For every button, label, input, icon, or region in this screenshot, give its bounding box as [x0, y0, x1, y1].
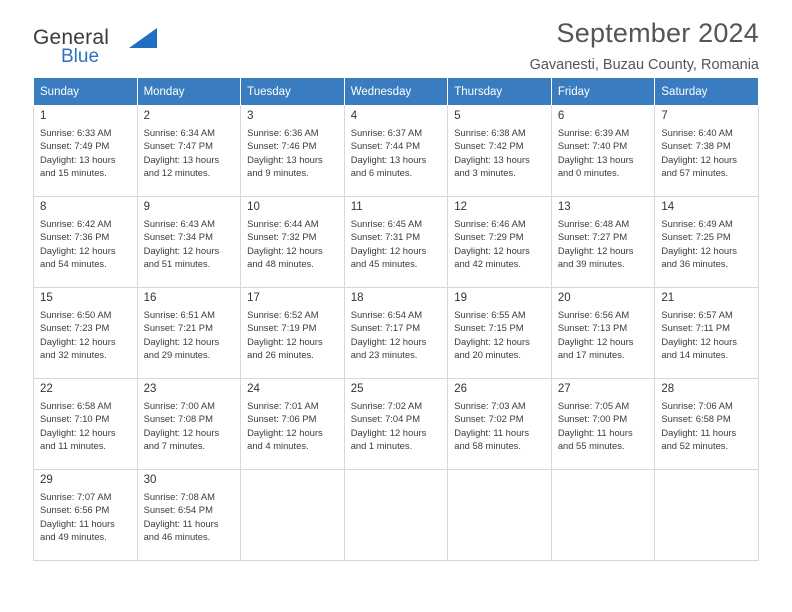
day-details: [34, 217, 137, 271]
day-number: 10: [247, 201, 260, 213]
day-detail-line: Daylight: 11 hours: [557, 426, 633, 438]
day-detail-line: Sunrise: 6:44 AM: [247, 218, 319, 229]
day-number: 20: [557, 292, 571, 304]
calendar-day-cell[interactable]: [344, 197, 448, 288]
day-detail-line: Daylight: 12 hours: [454, 244, 530, 256]
day-detail-line: and 32 minutes.: [40, 349, 107, 361]
day-detail-line: Sunrise: 6:54 AM: [350, 309, 423, 320]
calendar-day-cell[interactable]: [448, 197, 552, 288]
day-number: 14: [661, 201, 675, 213]
day-detail-line: Daylight: 13 hours: [247, 153, 323, 165]
day-detail-line: Sunset: 7:10 PM: [40, 413, 110, 425]
day-number: 5: [454, 110, 461, 122]
day-detail-line: Sunrise: 7:08 AM: [143, 491, 215, 502]
calendar-day-cell[interactable]: [137, 379, 241, 470]
day-detail-line: Sunrise: 6:56 AM: [557, 309, 630, 320]
calendar-empty-cell: [655, 470, 759, 561]
day-detail-line: Sunset: 7:23 PM: [40, 322, 110, 334]
weekday-header-thursday: Thursday: [448, 78, 552, 106]
calendar-day-cell[interactable]: [137, 470, 241, 561]
day-detail-line: Sunrise: 6:51 AM: [143, 309, 215, 320]
day-detail-line: Sunset: 7:42 PM: [454, 140, 524, 152]
day-detail-line: Sunset: 7:27 PM: [557, 231, 628, 243]
calendar-day-cell[interactable]: [137, 197, 241, 288]
day-details: [552, 217, 655, 271]
page-header: [33, 0, 759, 72]
day-number: 21: [661, 292, 675, 304]
day-number: 15: [40, 292, 53, 304]
day-detail-line: Daylight: 12 hours: [247, 335, 323, 347]
calendar-week-row: [34, 106, 759, 197]
day-detail-line: and 45 minutes.: [350, 258, 418, 270]
day-detail-line: and 52 minutes.: [661, 440, 729, 452]
day-detail-line: Daylight: 12 hours: [661, 335, 737, 347]
day-detail-line: Daylight: 11 hours: [143, 517, 219, 529]
day-detail-line: and 7 minutes.: [143, 440, 206, 452]
calendar-week-row: [34, 379, 759, 470]
day-detail-line: and 9 minutes.: [247, 167, 309, 179]
day-number: 8: [40, 201, 47, 213]
day-detail-line: Sunset: 7:38 PM: [661, 140, 731, 152]
day-detail-line: Daylight: 12 hours: [247, 244, 323, 256]
day-detail-line: Sunrise: 6:39 AM: [557, 127, 630, 138]
day-detail-line: Sunset: 7:31 PM: [350, 231, 420, 243]
day-detail-line: and 1 minutes.: [350, 440, 413, 452]
day-detail-line: and 49 minutes.: [40, 531, 107, 543]
day-detail-line: Daylight: 12 hours: [40, 335, 116, 347]
day-detail-line: Daylight: 12 hours: [247, 426, 323, 438]
day-number: 13: [557, 201, 571, 213]
day-number: 24: [247, 383, 260, 395]
day-detail-line: Sunrise: 6:36 AM: [247, 127, 319, 138]
day-detail-line: and 51 minutes.: [143, 258, 211, 270]
day-number: 4: [350, 110, 358, 122]
calendar-day-cell[interactable]: [137, 106, 241, 197]
day-detail-line: and 15 minutes.: [40, 167, 107, 179]
day-detail-line: Sunset: 7:17 PM: [350, 322, 420, 334]
day-detail-line: Sunset: 7:06 PM: [247, 413, 317, 425]
day-number: 30: [143, 474, 157, 486]
calendar-day-cell[interactable]: [655, 379, 759, 470]
day-details: [345, 308, 448, 362]
day-detail-line: and 42 minutes.: [454, 258, 521, 270]
calendar-day-cell[interactable]: [448, 106, 552, 197]
logo-text-blue: Blue: [61, 46, 100, 67]
calendar-empty-cell: [344, 470, 448, 561]
weekday-header-monday: Monday: [137, 78, 241, 106]
day-detail-line: Sunset: 7:15 PM: [454, 322, 524, 334]
day-detail-line: Sunset: 7:00 PM: [557, 413, 628, 425]
day-number: 23: [143, 383, 157, 395]
day-detail-line: Daylight: 11 hours: [661, 426, 737, 438]
day-detail-line: Sunrise: 6:50 AM: [40, 309, 112, 320]
day-detail-line: Daylight: 12 hours: [143, 426, 220, 438]
day-number: 25: [350, 383, 364, 395]
calendar-day-cell[interactable]: [551, 197, 655, 288]
day-detail-line: Daylight: 12 hours: [661, 244, 737, 256]
day-detail-line: Sunrise: 6:49 AM: [661, 218, 733, 229]
day-detail-line: Daylight: 13 hours: [350, 153, 427, 165]
day-detail-line: Daylight: 12 hours: [350, 426, 427, 438]
weekday-header-wednesday: Wednesday: [344, 78, 448, 106]
day-details: [138, 126, 241, 180]
calendar-day-cell[interactable]: [34, 197, 138, 288]
day-detail-line: and 54 minutes.: [40, 258, 107, 270]
calendar-day-cell[interactable]: [551, 379, 655, 470]
day-detail-line: Sunset: 7:34 PM: [143, 231, 213, 243]
calendar-week-row: [34, 288, 759, 379]
day-number: 26: [454, 383, 468, 395]
day-detail-line: and 23 minutes.: [350, 349, 418, 361]
day-details: [241, 217, 344, 271]
day-details: [345, 399, 448, 453]
day-detail-line: Sunset: 7:40 PM: [557, 140, 628, 152]
day-detail-line: Sunrise: 6:46 AM: [454, 218, 526, 229]
calendar-day-cell[interactable]: [655, 288, 759, 379]
day-detail-line: Daylight: 13 hours: [143, 153, 220, 165]
calendar-day-cell[interactable]: [241, 197, 345, 288]
day-detail-line: and 0 minutes.: [557, 167, 620, 179]
day-detail-line: and 48 minutes.: [247, 258, 314, 270]
day-detail-line: and 55 minutes.: [557, 440, 625, 452]
day-detail-line: Sunrise: 7:00 AM: [143, 400, 215, 411]
day-number: 18: [350, 292, 364, 304]
day-detail-line: Daylight: 13 hours: [557, 153, 634, 165]
day-number: 28: [661, 383, 675, 395]
day-detail-line: Sunrise: 7:02 AM: [350, 400, 423, 411]
calendar-day-cell[interactable]: [551, 106, 655, 197]
calendar-empty-cell: [551, 470, 655, 561]
calendar-day-cell[interactable]: [655, 106, 759, 197]
day-detail-line: and 17 minutes.: [557, 349, 625, 361]
day-detail-line: and 57 minutes.: [661, 167, 729, 179]
title-block: [530, 16, 759, 76]
day-details: [448, 399, 551, 453]
day-detail-line: Sunset: 7:25 PM: [661, 231, 731, 243]
calendar-day-cell[interactable]: [448, 379, 552, 470]
day-detail-line: Daylight: 12 hours: [454, 335, 530, 347]
day-detail-line: Sunrise: 6:34 AM: [143, 127, 215, 138]
day-details: [655, 126, 758, 180]
day-details: [345, 217, 448, 271]
page-title: September 2024: [556, 18, 759, 48]
day-number: 1: [40, 110, 47, 122]
day-details: [552, 399, 655, 453]
day-detail-line: and 20 minutes.: [454, 349, 521, 361]
location-subtitle: Gavanesti, Buzau County, Romania: [529, 57, 759, 73]
day-details: [34, 308, 137, 362]
day-detail-line: and 29 minutes.: [143, 349, 211, 361]
logo: [33, 26, 253, 74]
day-detail-line: and 11 minutes.: [40, 440, 107, 452]
weekday-header-tuesday: Tuesday: [241, 78, 345, 106]
day-details: [655, 399, 758, 453]
calendar-day-cell[interactable]: [344, 106, 448, 197]
day-detail-line: Daylight: 11 hours: [454, 426, 530, 438]
day-detail-line: and 4 minutes.: [247, 440, 309, 452]
day-detail-line: Sunset: 7:13 PM: [557, 322, 628, 334]
day-detail-line: Sunset: 7:36 PM: [40, 231, 110, 243]
day-detail-line: Sunrise: 6:37 AM: [350, 127, 423, 138]
day-detail-line: and 6 minutes.: [350, 167, 413, 179]
day-detail-line: Sunset: 7:47 PM: [143, 140, 213, 152]
day-detail-line: Sunrise: 6:57 AM: [661, 309, 733, 320]
day-number: 19: [454, 292, 468, 304]
day-detail-line: and 26 minutes.: [247, 349, 314, 361]
day-detail-line: Sunset: 7:46 PM: [247, 140, 317, 152]
calendar-day-cell[interactable]: [551, 288, 655, 379]
day-detail-line: Daylight: 12 hours: [350, 244, 427, 256]
day-detail-line: Daylight: 12 hours: [350, 335, 427, 347]
day-details: [241, 399, 344, 453]
day-number: 16: [143, 292, 157, 304]
calendar-empty-cell: [241, 470, 345, 561]
day-details: [448, 217, 551, 271]
weekday-header-friday: Friday: [551, 78, 655, 106]
calendar-week-row: [34, 470, 759, 561]
calendar-week-row: [34, 197, 759, 288]
calendar-day-cell[interactable]: [241, 379, 345, 470]
calendar-day-cell[interactable]: [344, 379, 448, 470]
day-detail-line: Sunrise: 6:45 AM: [350, 218, 423, 229]
day-details: [552, 308, 655, 362]
day-detail-line: Sunset: 7:44 PM: [350, 140, 420, 152]
flag-triangle-icon: [129, 28, 157, 48]
day-detail-line: and 3 minutes.: [454, 167, 516, 179]
day-number: 3: [247, 110, 254, 122]
day-detail-line: Sunrise: 6:43 AM: [143, 218, 215, 229]
day-detail-line: Daylight: 13 hours: [454, 153, 530, 165]
day-detail-line: Sunrise: 6:42 AM: [40, 218, 112, 229]
calendar-day-cell[interactable]: [34, 106, 138, 197]
day-detail-line: Sunset: 6:56 PM: [40, 504, 110, 516]
day-details: [552, 126, 655, 180]
calendar-day-cell[interactable]: [137, 288, 241, 379]
day-number: 9: [143, 201, 150, 213]
day-details: [138, 399, 241, 453]
day-details: [241, 126, 344, 180]
day-detail-line: and 12 minutes.: [143, 167, 211, 179]
day-detail-line: and 46 minutes.: [143, 531, 211, 543]
day-detail-line: and 14 minutes.: [661, 349, 729, 361]
day-detail-line: Sunset: 7:04 PM: [350, 413, 420, 425]
day-detail-line: Daylight: 11 hours: [40, 517, 115, 529]
day-number: 27: [557, 383, 571, 395]
day-detail-line: Daylight: 12 hours: [40, 244, 116, 256]
day-detail-line: and 39 minutes.: [557, 258, 625, 270]
day-detail-line: Sunrise: 7:06 AM: [661, 400, 733, 411]
day-details: [655, 308, 758, 362]
day-details: [241, 308, 344, 362]
day-detail-line: Sunrise: 7:01 AM: [247, 400, 319, 411]
day-details: [138, 308, 241, 362]
day-details: [34, 490, 137, 544]
calendar-empty-cell: [448, 470, 552, 561]
day-details: [345, 126, 448, 180]
day-detail-line: Daylight: 12 hours: [143, 244, 220, 256]
day-number: 11: [350, 201, 363, 213]
calendar-day-cell[interactable]: [34, 470, 138, 561]
day-detail-line: and 58 minutes.: [454, 440, 521, 452]
calendar-day-cell[interactable]: [241, 288, 345, 379]
day-number: 6: [557, 110, 565, 122]
day-detail-line: and 36 minutes.: [661, 258, 729, 270]
day-detail-line: Daylight: 13 hours: [40, 153, 116, 165]
day-detail-line: Sunrise: 6:33 AM: [40, 127, 112, 138]
day-detail-line: Sunrise: 6:48 AM: [557, 218, 630, 229]
day-detail-line: Daylight: 12 hours: [557, 244, 634, 256]
day-detail-line: Sunrise: 6:52 AM: [247, 309, 319, 320]
day-details: [138, 217, 241, 271]
day-details: [655, 217, 758, 271]
day-detail-line: Sunset: 7:19 PM: [247, 322, 317, 334]
day-detail-line: Sunset: 7:29 PM: [454, 231, 524, 243]
day-details: [34, 399, 137, 453]
day-details: [138, 490, 241, 544]
day-detail-line: Sunset: 7:49 PM: [40, 140, 110, 152]
day-details: [34, 126, 137, 180]
day-number: 12: [454, 201, 468, 213]
day-detail-line: Sunrise: 6:58 AM: [40, 400, 112, 411]
day-detail-line: Sunrise: 7:07 AM: [40, 491, 112, 502]
day-detail-line: Sunrise: 6:40 AM: [661, 127, 733, 138]
day-number: 7: [661, 110, 668, 122]
calendar-body: [34, 106, 759, 561]
day-number: 2: [143, 110, 150, 122]
day-detail-line: Sunset: 7:21 PM: [143, 322, 213, 334]
calendar-day-cell[interactable]: [448, 288, 552, 379]
calendar-day-cell[interactable]: [655, 197, 759, 288]
day-detail-line: Daylight: 12 hours: [143, 335, 220, 347]
day-detail-line: Sunset: 7:11 PM: [661, 322, 730, 334]
weekday-header-saturday: Saturday: [655, 78, 759, 106]
day-detail-line: Sunset: 6:54 PM: [143, 504, 213, 516]
day-detail-line: Daylight: 12 hours: [40, 426, 116, 438]
calendar-day-cell[interactable]: [34, 288, 138, 379]
day-detail-line: Sunrise: 7:03 AM: [454, 400, 526, 411]
logo-text-general: General: [33, 26, 110, 49]
day-number: 29: [40, 474, 53, 486]
day-detail-line: Sunset: 7:08 PM: [143, 413, 213, 425]
weekday-header-sunday: Sunday: [34, 78, 138, 106]
day-detail-line: Daylight: 12 hours: [557, 335, 634, 347]
day-detail-line: Sunrise: 7:05 AM: [557, 400, 630, 411]
day-detail-line: Sunset: 7:32 PM: [247, 231, 317, 243]
calendar-day-cell[interactable]: [34, 379, 138, 470]
calendar-day-cell[interactable]: [344, 288, 448, 379]
day-number: 22: [40, 383, 53, 395]
calendar-day-cell[interactable]: [241, 106, 345, 197]
calendar-table: [33, 78, 759, 561]
day-detail-line: Sunrise: 6:38 AM: [454, 127, 526, 138]
day-number: 17: [247, 292, 260, 304]
day-details: [448, 126, 551, 180]
day-details: [448, 308, 551, 362]
day-detail-line: Sunset: 6:58 PM: [661, 413, 731, 425]
weekday-header-row: [34, 78, 759, 106]
day-detail-line: Sunrise: 6:55 AM: [454, 309, 526, 320]
day-detail-line: Sunset: 7:02 PM: [454, 413, 524, 425]
day-detail-line: Daylight: 12 hours: [661, 153, 737, 165]
